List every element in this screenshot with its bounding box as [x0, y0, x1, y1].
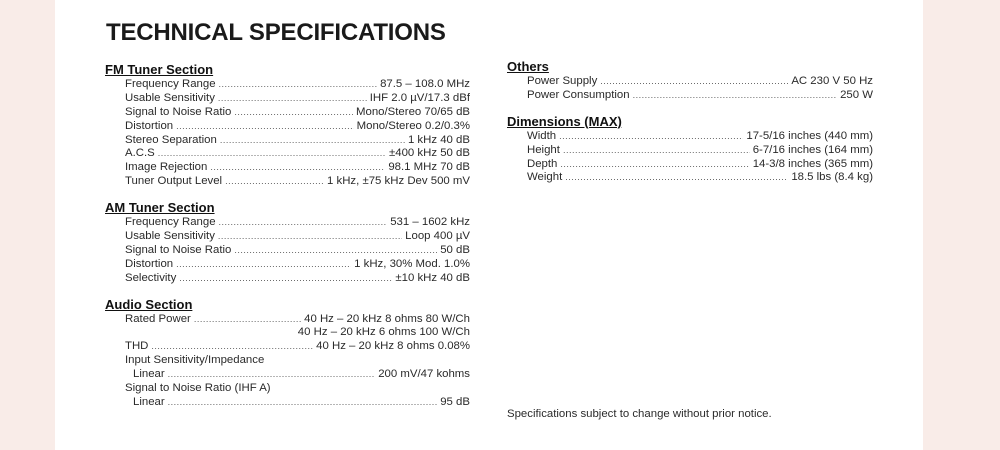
- spec-label: Usable Sensitivity: [125, 91, 215, 104]
- spec-label: Tuner Output Level: [125, 175, 223, 188]
- spec-value: 250 W: [840, 88, 873, 101]
- spec-value: Loop 400 µV: [405, 230, 470, 243]
- spec-row: [105, 354, 470, 368]
- spec-label: Linear: [133, 368, 165, 381]
- section-heading: Audio Section: [105, 296, 193, 312]
- spec-row: [105, 272, 470, 286]
- spec-label: Distortion: [125, 257, 174, 270]
- spec-row: [105, 382, 470, 396]
- spec-label: Signal to Noise Ratio: [125, 105, 232, 118]
- spec-label: Stereo Separation: [125, 133, 217, 146]
- right-column: [507, 59, 873, 196]
- spec-row: [105, 134, 470, 148]
- spec-value: 17-5/16 inches (440 mm): [746, 129, 873, 142]
- spec-label: Power Supply: [527, 75, 598, 87]
- spec-row: [507, 171, 873, 185]
- spec-row: [105, 340, 470, 354]
- spec-label: Image Rejection: [125, 161, 208, 174]
- disclaimer-note: Specifications subject to change without prior notice.: [507, 408, 772, 420]
- spec-row: [507, 89, 873, 103]
- spec-row: [507, 130, 873, 144]
- spec-row: [105, 78, 470, 92]
- spec-label: Power Consumption: [527, 88, 630, 101]
- am-tuner-section: [105, 200, 470, 285]
- spec-value: IHF 2.0 µV/17.3 dBf: [369, 91, 470, 104]
- spec-label: Frequency Range: [125, 78, 216, 90]
- spec-label: Weight: [527, 171, 563, 184]
- spec-label: Signal to Noise Ratio: [125, 243, 232, 256]
- spec-label: Signal to Noise Ratio (IHF A): [125, 382, 271, 395]
- spec-label: Height: [527, 143, 560, 156]
- spec-row: [105, 258, 470, 272]
- spec-value: Mono/Stereo 0.2/0.3%: [356, 119, 470, 132]
- spec-value: 40 Hz – 20 kHz 8 ohms 0.08%: [316, 340, 470, 353]
- spec-row: [105, 106, 470, 120]
- spec-row: [507, 75, 873, 89]
- fm-tuner-section: [105, 62, 470, 189]
- spec-label: Linear: [133, 395, 165, 408]
- spec-label: Usable Sensitivity: [125, 230, 215, 243]
- spec-label: Width: [527, 129, 557, 142]
- spec-value: 200 mV/47 kohms: [378, 368, 470, 381]
- others-section: [507, 59, 873, 103]
- spec-label: Selectivity: [125, 271, 177, 284]
- spec-row: [105, 161, 470, 175]
- spec-value: 95 dB: [440, 395, 470, 408]
- spec-row: [105, 244, 470, 258]
- spec-value: AC 230 V 50 Hz: [791, 75, 873, 87]
- spec-value: 40 Hz – 20 kHz 8 ohms 80 W/Ch: [304, 312, 470, 325]
- spec-value: 1 kHz, 30% Mod. 1.0%: [354, 257, 470, 270]
- spec-row: [105, 120, 470, 134]
- spec-value: 6-7/16 inches (164 mm): [752, 143, 873, 156]
- spec-label: Distortion: [125, 119, 174, 132]
- spec-value: 50 dB: [440, 243, 470, 256]
- spec-row: [105, 313, 470, 327]
- spec-page: [55, 0, 923, 450]
- audio-section: [105, 297, 470, 410]
- spec-label: A.C.S: [125, 147, 155, 160]
- spec-row: [105, 175, 470, 189]
- spec-row: [105, 396, 470, 410]
- left-column: [105, 62, 470, 421]
- spec-value: 1 kHz 40 dB: [407, 133, 470, 146]
- spec-label: Rated Power: [125, 312, 191, 325]
- spec-label: Depth: [527, 157, 558, 170]
- spec-row: [105, 147, 470, 161]
- section-heading: AM Tuner Section: [105, 200, 215, 216]
- spec-row: [105, 92, 470, 106]
- section-heading: Dimensions (MAX): [507, 113, 622, 129]
- spec-value: 18.5 lbs (8.4 kg): [791, 171, 873, 184]
- section-heading: FM Tuner Section: [105, 62, 214, 77]
- page-title: TECHNICAL SPECIFICATIONS: [106, 19, 446, 46]
- section-heading: Others: [507, 59, 549, 74]
- spec-value: ±400 kHz 50 dB: [389, 147, 470, 160]
- spec-value: 14-3/8 inches (365 mm): [752, 157, 873, 170]
- spec-value: 98.1 MHz 70 dB: [388, 161, 470, 174]
- spec-value: ±10 kHz 40 dB: [395, 271, 470, 284]
- spec-value: Mono/Stereo 70/65 dB: [356, 105, 470, 118]
- spec-value: 531 – 1602 kHz: [390, 216, 470, 229]
- spec-row-continued: [105, 326, 470, 340]
- spec-value: 87.5 – 108.0 MHz: [380, 78, 470, 90]
- spec-row: [105, 368, 470, 382]
- spec-value: 1 kHz, ±75 kHz Dev 500 mV: [327, 175, 470, 188]
- dimensions-section: [507, 114, 873, 186]
- spec-row: [105, 216, 470, 230]
- spec-label: Input Sensitivity/Impedance: [125, 354, 265, 367]
- spec-label: THD: [125, 340, 149, 353]
- spec-row: [507, 144, 873, 158]
- spec-row: [105, 230, 470, 244]
- spec-label: Frequency Range: [125, 216, 216, 229]
- spec-value: 40 Hz – 20 kHz 6 ohms 100 W/Ch: [297, 326, 470, 339]
- spec-row: [507, 158, 873, 172]
